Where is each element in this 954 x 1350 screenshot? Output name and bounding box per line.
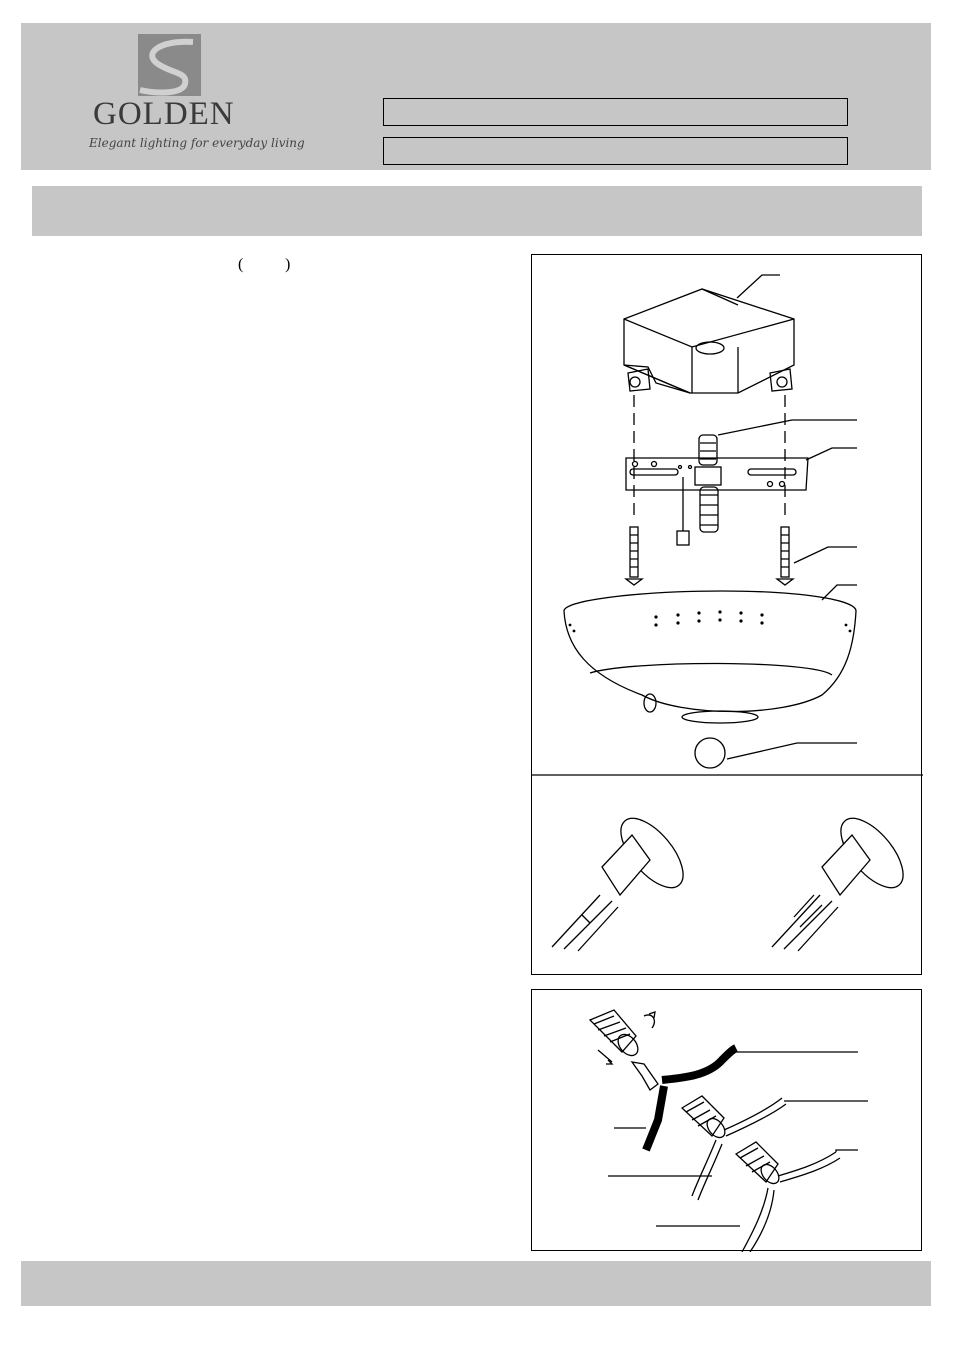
wire-nut-icon: [590, 1010, 655, 1064]
canopy-icon: [564, 591, 856, 723]
logo-tagline: Elegant lighting for everyday living: [89, 136, 305, 150]
paren-close: ): [285, 256, 291, 273]
model-box: [383, 98, 848, 126]
ground-screw-icon: [677, 477, 689, 545]
description-box: [383, 137, 848, 165]
mounting-screw-right-icon: [777, 527, 793, 585]
mounting-exploded-view: [532, 255, 923, 976]
wire-nut-diagram: [532, 990, 923, 1252]
threaded-nipple-icon: [695, 435, 721, 532]
junction-box-icon: [624, 289, 794, 393]
mounting-diagram-panel: [531, 254, 922, 975]
logo-wordmark: GOLDEN: [93, 96, 235, 132]
wire-nut-middle-icon: [682, 1096, 786, 1200]
paren-open: (: [238, 256, 244, 273]
wire-end-left-icon: [552, 808, 694, 951]
mounting-screw-left-icon: [626, 527, 642, 585]
wire-end-right-icon: [772, 808, 914, 951]
wire-nut-right-icon: [736, 1142, 840, 1252]
canopy-ball-icon: [695, 738, 725, 768]
footer-band: [21, 1261, 931, 1306]
wire-connection-panel: [531, 989, 922, 1251]
section-title-band: [32, 186, 922, 236]
